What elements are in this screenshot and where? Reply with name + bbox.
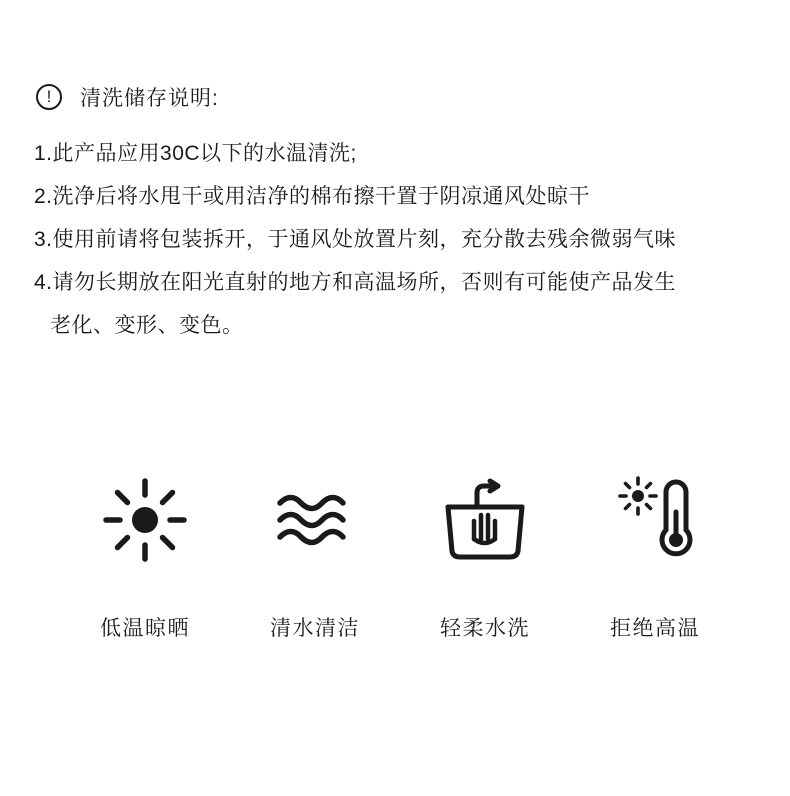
care-symbol-label: 清水清洁	[270, 617, 360, 640]
hand-wash-icon	[440, 470, 530, 570]
care-line: 1.此产品应用30C以下的水温清洗;	[34, 142, 357, 165]
thermometer-no-heat-icon	[612, 470, 698, 570]
exclamation-circle-icon	[36, 84, 62, 110]
care-symbol-label: 拒绝高温	[610, 617, 700, 640]
care-line: 3.使用前请将包装拆开，于通风处放置片刻，充分散去残余微弱气味	[34, 228, 677, 251]
care-symbol-no-high-temp	[570, 470, 740, 642]
care-symbol-label: 轻柔水洗	[440, 617, 530, 640]
care-symbol-row	[60, 470, 740, 642]
sun-icon	[102, 470, 188, 570]
care-line: 老化、变形、变色。	[50, 314, 244, 337]
exclamation-mark: !	[46, 86, 52, 106]
care-symbol-hand-wash	[400, 470, 570, 642]
care-symbol-clean-water	[230, 470, 400, 642]
care-symbol-label: 低温晾晒	[100, 617, 190, 640]
care-instruction-list	[34, 132, 764, 347]
water-waves-icon	[272, 470, 358, 570]
care-line: 4.请勿长期放在阳光直射的地方和高温场所，否则有可能使产品发生	[34, 271, 677, 294]
page-title: 清洗储存说明:	[80, 87, 219, 110]
care-line: 2.洗净后将水甩干或用洁净的棉布擦干置于阴凉通风处晾干	[34, 185, 591, 208]
care-header	[36, 82, 219, 112]
care-symbol-low-temp-dry	[60, 470, 230, 642]
